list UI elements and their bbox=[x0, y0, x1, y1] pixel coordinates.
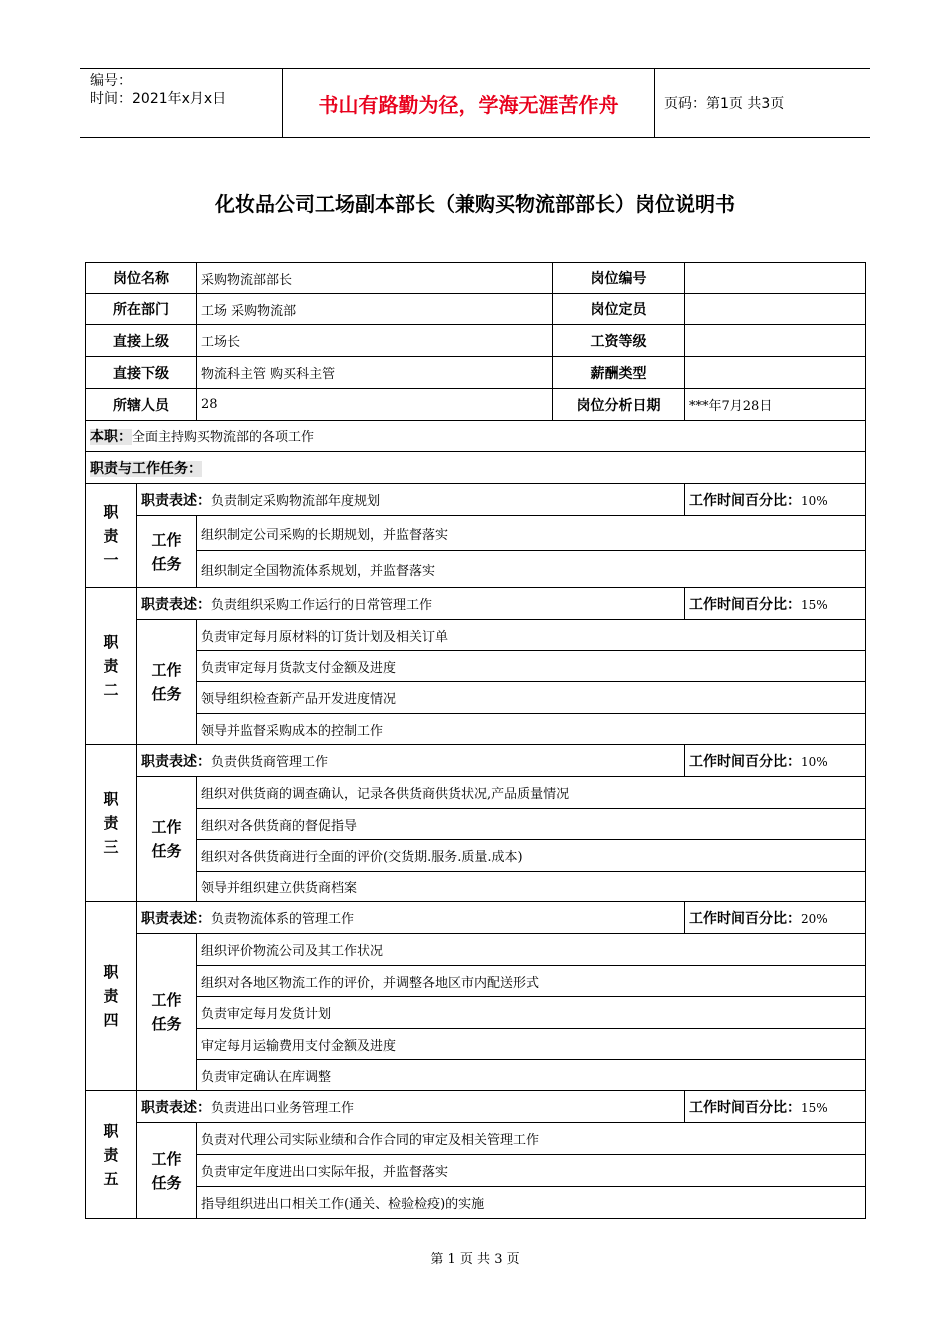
task-item: 领导并组织建立供货商档案 bbox=[197, 872, 866, 902]
task-item: 组织对各供货商进行全面的评价(交货期.服务.质量.成本) bbox=[197, 840, 866, 872]
superior-value: 工场长 bbox=[197, 325, 553, 357]
header-meta bbox=[80, 69, 283, 137]
task-label: 工作 任务 bbox=[137, 620, 197, 745]
task-row bbox=[86, 934, 866, 966]
duty-statement-cell bbox=[137, 1091, 685, 1123]
task-item: 领导组织检查新产品开发进度情况 bbox=[197, 682, 866, 714]
duty-percent-cell bbox=[685, 902, 866, 934]
task-item: 组织对供货商的调查确认，记录各供货商供货状况,产品质量情况 bbox=[197, 777, 866, 809]
analysis-date-value: ***年7月28日 bbox=[685, 389, 866, 421]
task-item: 组织制定全国物流体系规划，并监督落实 bbox=[197, 551, 866, 588]
task-row bbox=[86, 872, 866, 902]
duty-statement-cell bbox=[137, 484, 685, 516]
duty-statement-cell bbox=[137, 902, 685, 934]
task-row bbox=[86, 516, 866, 551]
duty-statement: 负责进出口业务管理工作 bbox=[211, 1100, 355, 1116]
duty-statement-cell bbox=[137, 588, 685, 620]
header-date: 时间：2021年x月x日 bbox=[90, 91, 227, 107]
task-row bbox=[86, 1123, 866, 1155]
task-row bbox=[86, 966, 866, 997]
task-item: 组织对各地区物流工作的评价，并调整各地区市内配送形式 bbox=[197, 966, 866, 997]
staff-value: 28 bbox=[197, 389, 553, 421]
percent-label: 工作时间百分比： bbox=[689, 1099, 801, 1116]
percent-label: 工作时间百分比： bbox=[689, 492, 801, 509]
duty-statement: 负责制定采购物流部年度规划 bbox=[211, 493, 381, 509]
task-item: 负责审定每月发货计划 bbox=[197, 997, 866, 1029]
page-footer: 第 1 页 共 3 页 bbox=[430, 1252, 520, 1267]
task-row bbox=[86, 997, 866, 1029]
duty-percent: 20% bbox=[801, 911, 828, 926]
task-item: 负责对代理公司实际业绩和合作合同的审定及相关管理工作 bbox=[197, 1123, 866, 1155]
pay-label: 薪酬类型 bbox=[553, 357, 685, 389]
duty-name: 职 责 三 bbox=[86, 745, 137, 902]
task-label: 工作 任务 bbox=[137, 1123, 197, 1219]
duty-statement: 负责供货商管理工作 bbox=[211, 754, 329, 770]
duty-percent: 10% bbox=[801, 493, 828, 508]
duty-percent-cell bbox=[685, 588, 866, 620]
duty-percent-cell bbox=[685, 745, 866, 777]
post-name-value: 采购物流部部长 bbox=[197, 263, 553, 294]
duties-header: 职责与工作任务： bbox=[90, 460, 202, 477]
role-label: 本职： bbox=[90, 429, 132, 445]
duty-percent-cell bbox=[685, 484, 866, 516]
duty-statement: 负责组织采购工作运行的日常管理工作 bbox=[211, 597, 433, 613]
duty-name: 职 责 二 bbox=[86, 588, 137, 745]
statement-label: 职责表述： bbox=[141, 596, 211, 613]
task-row bbox=[86, 1060, 866, 1091]
task-item: 领导并监督采购成本的控制工作 bbox=[197, 714, 866, 745]
analysis-date-label: 岗位分析日期 bbox=[553, 389, 685, 421]
task-row bbox=[86, 1155, 866, 1187]
post-name-label: 岗位名称 bbox=[86, 263, 197, 294]
task-item: 组织制定公司采购的长期规划，并监督落实 bbox=[197, 516, 866, 551]
task-row bbox=[86, 714, 866, 745]
task-row bbox=[86, 682, 866, 714]
duty-name: 职 责 四 bbox=[86, 902, 137, 1091]
dept-label: 所在部门 bbox=[86, 294, 197, 325]
task-item: 负责审定确认在库调整 bbox=[197, 1060, 866, 1091]
task-item: 负责审定每月货款支付金额及进度 bbox=[197, 651, 866, 682]
pay-value bbox=[685, 357, 866, 389]
task-row bbox=[86, 551, 866, 588]
job-description-table bbox=[85, 262, 866, 1219]
quota-label: 岗位定员 bbox=[553, 294, 685, 325]
duty-statement-row bbox=[86, 588, 866, 620]
duty-percent: 10% bbox=[801, 754, 828, 769]
duty-statement-row bbox=[86, 1091, 866, 1123]
role-row bbox=[86, 421, 866, 452]
duty-percent: 15% bbox=[801, 1100, 828, 1115]
subordinate-label: 直接下级 bbox=[86, 357, 197, 389]
header-number: 编号： bbox=[90, 73, 132, 89]
grade-label: 工资等级 bbox=[553, 325, 685, 357]
duty-name: 职 责 一 bbox=[86, 484, 137, 588]
duty-statement-row bbox=[86, 902, 866, 934]
post-no-value bbox=[685, 263, 866, 294]
task-row bbox=[86, 651, 866, 682]
header-motto: 书山有路勤为径，学海无涯苦作舟 bbox=[283, 69, 655, 137]
duty-statement-cell bbox=[137, 745, 685, 777]
page-header bbox=[80, 68, 870, 138]
task-item: 负责审定每月原材料的订货计划及相关订单 bbox=[197, 620, 866, 651]
grade-value bbox=[685, 325, 866, 357]
quota-value bbox=[685, 294, 866, 325]
duties-header-row bbox=[86, 452, 866, 484]
duty-statement: 负责物流体系的管理工作 bbox=[211, 911, 355, 927]
task-item: 组织评价物流公司及其工作状况 bbox=[197, 934, 866, 966]
statement-label: 职责表述： bbox=[141, 753, 211, 770]
percent-label: 工作时间百分比： bbox=[689, 910, 801, 927]
task-row bbox=[86, 809, 866, 840]
task-label: 工作 任务 bbox=[137, 516, 197, 588]
percent-label: 工作时间百分比： bbox=[689, 753, 801, 770]
statement-label: 职责表述： bbox=[141, 492, 211, 509]
subordinate-value: 物流科主管 购买科主管 bbox=[197, 357, 553, 389]
task-row bbox=[86, 620, 866, 651]
task-item: 负责审定年度进出口实际年报，并监督落实 bbox=[197, 1155, 866, 1187]
task-label: 工作 任务 bbox=[137, 777, 197, 902]
task-label: 工作 任务 bbox=[137, 934, 197, 1091]
task-row bbox=[86, 1029, 866, 1060]
post-no-label: 岗位编号 bbox=[553, 263, 685, 294]
task-row bbox=[86, 840, 866, 872]
percent-label: 工作时间百分比： bbox=[689, 596, 801, 613]
task-item: 审定每月运输费用支付金额及进度 bbox=[197, 1029, 866, 1060]
task-row bbox=[86, 1187, 866, 1219]
staff-label: 所辖人员 bbox=[86, 389, 197, 421]
duty-percent: 15% bbox=[801, 597, 828, 612]
statement-label: 职责表述： bbox=[141, 910, 211, 927]
duty-statement-row bbox=[86, 745, 866, 777]
duty-percent-cell bbox=[685, 1091, 866, 1123]
duty-statement-row bbox=[86, 484, 866, 516]
task-row bbox=[86, 777, 866, 809]
task-item: 指导组织进出口相关工作(通关、检验检疫)的实施 bbox=[197, 1187, 866, 1219]
document-title: 化妆品公司工场副本部长（兼购买物流部部长）岗位说明书 bbox=[215, 192, 735, 216]
superior-label: 直接上级 bbox=[86, 325, 197, 357]
role-text: 全面主持购买物流部的各项工作 bbox=[132, 430, 315, 445]
dept-value: 工场 采购物流部 bbox=[197, 294, 553, 325]
task-item: 组织对各供货商的督促指导 bbox=[197, 809, 866, 840]
header-page: 页码：第1页 共3页 bbox=[664, 96, 785, 112]
statement-label: 职责表述： bbox=[141, 1099, 211, 1116]
duty-name: 职 责 五 bbox=[86, 1091, 137, 1219]
